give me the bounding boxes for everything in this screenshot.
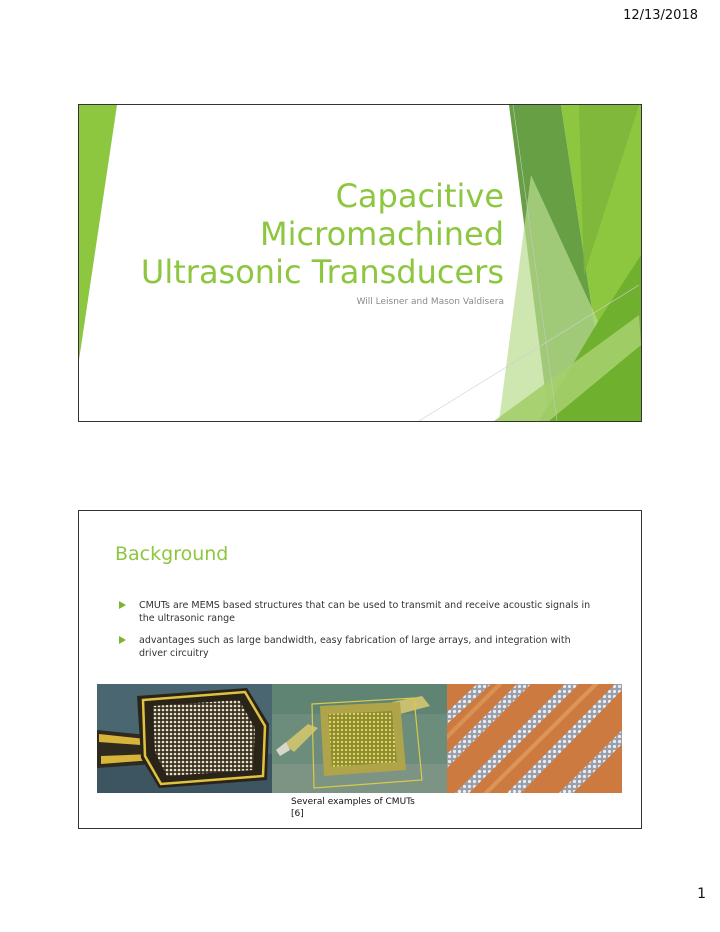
triangle-bullet-icon bbox=[119, 636, 126, 644]
background-slide bbox=[78, 510, 642, 829]
page-number: 1 bbox=[697, 886, 706, 902]
bullet-list bbox=[119, 599, 594, 669]
slide-subtitle: Will Leisner and Mason Valdisera bbox=[356, 297, 504, 307]
caption-line: Several examples of CMUTs bbox=[291, 797, 415, 807]
title-line: Ultrasonic Transducers bbox=[140, 253, 504, 291]
cmut-photo-strip bbox=[97, 684, 622, 793]
cmut-array-photo bbox=[447, 684, 622, 793]
page-date: 12/13/2018 bbox=[623, 8, 698, 23]
slide-title: Background bbox=[115, 543, 229, 565]
image-caption bbox=[291, 796, 415, 820]
title-line: Capacitive bbox=[335, 177, 504, 215]
bullet-text: advantages such as large bandwidth, easy fabrication of large arrays, and integration with driver circuitry bbox=[139, 635, 571, 659]
bullet-item bbox=[119, 634, 594, 660]
cmut-wafer-photo bbox=[97, 684, 272, 793]
bullet-item bbox=[119, 599, 594, 625]
bullet-text: CMUTs are MEMS based structures that can be used to transmit and receive acoustic signals in the ultrasonic range bbox=[139, 600, 591, 624]
cmut-chip-photo bbox=[272, 684, 447, 793]
triangle-bullet-icon bbox=[119, 601, 126, 609]
title-line: Micromachined bbox=[260, 215, 504, 253]
title-slide bbox=[78, 104, 642, 422]
caption-line: [6] bbox=[291, 809, 304, 819]
slide-title bbox=[124, 177, 504, 291]
